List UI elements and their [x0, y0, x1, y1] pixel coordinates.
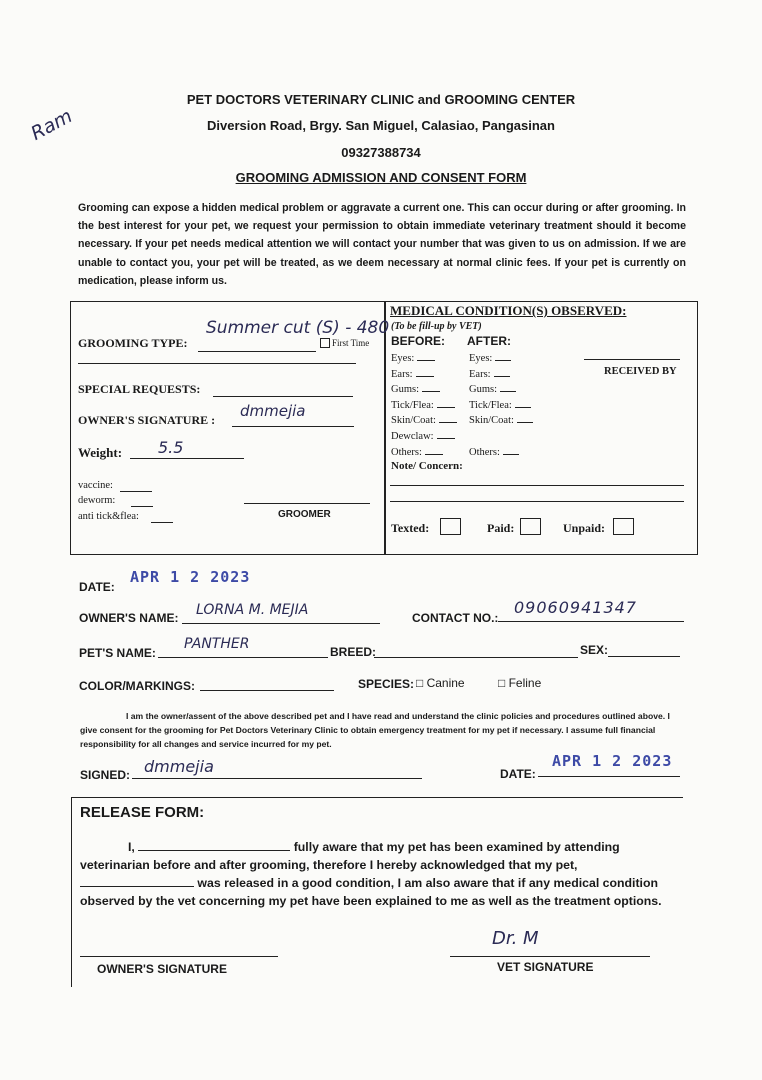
owner-sig-label: OWNER'S SIGNATURE [97, 962, 227, 976]
release-line1: fully aware that my pet has been examined by attending [293, 840, 620, 854]
margin-note: Ram [27, 105, 76, 145]
date-stamp: APR 1 2 2023 [130, 568, 251, 586]
first-time-label: First Time [332, 338, 370, 348]
box-divider [384, 301, 386, 555]
after-list-item-label: Ears: [469, 368, 491, 380]
deworm-field[interactable] [131, 496, 153, 507]
paid-label: Paid: [487, 521, 515, 535]
texted-checkbox[interactable] [440, 518, 461, 535]
after-list-item-field[interactable] [515, 399, 531, 408]
groomer-label: GROOMER [278, 509, 331, 520]
after-list-item-label: Skin/Coat: [469, 415, 514, 427]
after-list-item-field[interactable] [500, 383, 516, 392]
weight-value: 5.5 [158, 438, 184, 457]
before-list-item-label: Others: [391, 446, 422, 458]
vaccine-label: vaccine: [78, 480, 113, 491]
owner-name-value: LORNA M. MEJIA [196, 602, 309, 618]
consent-date-stamp: APR 1 2 2023 [552, 752, 673, 770]
note-line-1[interactable] [390, 474, 684, 486]
breed-field[interactable] [374, 644, 578, 658]
color-label: COLOR/MARKINGS: [79, 679, 195, 693]
owner-name-label: OWNER'S NAME: [79, 611, 179, 625]
consent-text: I am the owner/assent of the above described pet and I have read and understand the clinic policies and procedures outlined above. I give consent for the grooming for Pet Doctors Veterinary Clinic to obtain emergency treatment for my pet if necessary. I assume full financial responsibility for all changes and service incurred for my pet. [80, 711, 670, 749]
before-list-item-field[interactable] [416, 368, 434, 377]
received-by-label: RECEIVED BY [604, 366, 677, 377]
unpaid-label: Unpaid: [563, 521, 606, 535]
medical-title: MEDICAL CONDITION(S) OBSERVED: [390, 303, 627, 318]
vet-sig-label: VET SIGNATURE [497, 960, 594, 974]
first-time-checkbox[interactable] [320, 338, 330, 348]
signed-label: SIGNED: [80, 768, 131, 782]
contact-value: 09060941347 [514, 598, 637, 617]
texted-label: Texted: [391, 521, 430, 535]
date-label: DATE: [79, 580, 115, 594]
before-list-item-label: Eyes: [391, 353, 415, 364]
before-label: BEFORE: [391, 334, 445, 348]
after-list-item [469, 368, 533, 384]
before-list-item-label: Ears: [391, 368, 413, 380]
deworm-label: deworm: [78, 495, 116, 506]
consent-date-label: DATE: [500, 767, 536, 781]
vaccine-field[interactable] [120, 481, 152, 492]
unpaid-checkbox[interactable] [613, 518, 634, 535]
grooming-type-value: Summer cut (S) - 480 [206, 318, 390, 338]
before-list-item [391, 414, 457, 430]
after-list-item [469, 446, 533, 462]
after-list-item-label: Gums: [469, 384, 498, 396]
before-list-item-label: Dewclaw: [391, 430, 434, 442]
sex-field[interactable] [608, 643, 680, 657]
release-line2: veterinarian before and after grooming, therefore I hereby acknowledged that my pet, [80, 858, 578, 872]
after-list [469, 352, 533, 461]
after-list-item [469, 430, 533, 446]
before-list-item-field[interactable] [439, 414, 457, 423]
sex-label: SEX: [580, 643, 609, 657]
before-list-item [391, 352, 457, 368]
color-field[interactable] [200, 677, 334, 691]
pet-name-value: PANTHER [184, 636, 250, 652]
before-list-item-label: Gums: [391, 384, 420, 396]
release-pet-field[interactable] [80, 875, 194, 887]
release-title: RELEASE FORM: [80, 804, 205, 821]
after-label: AFTER: [467, 334, 511, 348]
release-paragraph [80, 838, 680, 910]
after-list-item-field[interactable] [503, 446, 519, 455]
grooming-type-line-2[interactable] [78, 350, 356, 364]
after-list-item-label: Others: [469, 446, 500, 458]
anti-tick-field[interactable] [151, 512, 173, 523]
after-list-item-label: Eyes: [469, 353, 493, 364]
groomer-signature-field[interactable] [244, 494, 370, 504]
before-list-item-field[interactable] [437, 430, 455, 439]
after-list-item [469, 399, 533, 415]
anti-tick-label: anti tick&flea: [78, 511, 139, 522]
clinic-phone: 09327388734 [341, 145, 421, 160]
special-requests-field[interactable] [213, 382, 353, 397]
breed-label: BREED: [330, 645, 377, 659]
after-list-item [469, 352, 533, 368]
before-list-item-label: Tick/Flea: [391, 399, 434, 411]
special-requests-label: SPECIAL REQUESTS: [78, 382, 201, 396]
feline-option[interactable]: □ Feline [498, 676, 542, 690]
before-list-item [391, 383, 457, 399]
signed-value: dmmejia [144, 757, 214, 776]
clinic-address: Diversion Road, Brgy. San Miguel, Calasiao, Pangasinan [207, 118, 555, 133]
after-list-item-field[interactable] [517, 414, 533, 423]
before-list-item [391, 399, 457, 415]
after-list-item-field[interactable] [494, 368, 510, 377]
contact-label: CONTACT NO.: [412, 611, 499, 625]
owner-signature-value: dmmejia [240, 402, 306, 420]
release-name-field[interactable] [138, 839, 290, 851]
before-list-item [391, 446, 457, 462]
received-by-field[interactable] [584, 350, 680, 360]
after-list-item [469, 383, 533, 399]
after-list-item-field[interactable] [495, 352, 511, 361]
before-list-item-field[interactable] [437, 399, 455, 408]
grooming-type-label: GROOMING TYPE: [78, 336, 188, 350]
before-list-item [391, 430, 457, 446]
canine-option[interactable]: □ Canine [416, 676, 465, 690]
release-line3: was released in a good condition, I am also aware that if any medical condition [197, 876, 658, 890]
release-line4: observed by the vet concerning my pet have been explained to me as well as the treatment options. [80, 894, 662, 908]
after-list-item-label: Tick/Flea: [469, 399, 512, 411]
note-label: Note/ Concern: [391, 460, 463, 472]
form-title: GROOMING ADMISSION AND CONSENT FORM [235, 170, 527, 185]
paid-checkbox[interactable] [520, 518, 541, 535]
after-list-item [469, 414, 533, 430]
medical-subtitle: (To be fill-up by VET) [391, 321, 482, 332]
clinic-name: PET DOCTORS VETERINARY CLINIC and GROOMING CENTER [186, 92, 576, 107]
before-list-item-field[interactable] [422, 383, 440, 392]
weight-label: Weight: [78, 445, 123, 460]
before-list-item [391, 368, 457, 384]
vet-sig-value: Dr. M [492, 928, 539, 949]
vet-sig-line[interactable] [450, 945, 650, 957]
before-list-item-field[interactable] [425, 446, 443, 455]
pet-name-label: PET'S NAME: [79, 646, 156, 660]
before-list [391, 352, 457, 461]
species-label: SPECIES: [358, 677, 415, 691]
owner-sig-line[interactable] [80, 945, 278, 957]
before-list-item-field[interactable] [417, 352, 435, 361]
owner-signature-label: OWNER'S SIGNATURE : [78, 413, 216, 427]
note-line-2[interactable] [390, 490, 684, 502]
before-list-item-label: Skin/Coat: [391, 415, 436, 427]
release-i: I, [128, 840, 135, 854]
weight-field[interactable] [130, 444, 244, 459]
intro-paragraph: Grooming can expose a hidden medical problem or aggravate a current one. This can occur during or after grooming. In the best interest for your pet, we request your permission to obtain immediate veterinary treatment should it become necessary. If your pet needs medical attention we will contact your number that was given to us on admission. If we are unable to contact you, your pet will be treated, as we deem necessary at normal clinic fees. If your pet is currently on medication, please inform us. [78, 202, 686, 287]
